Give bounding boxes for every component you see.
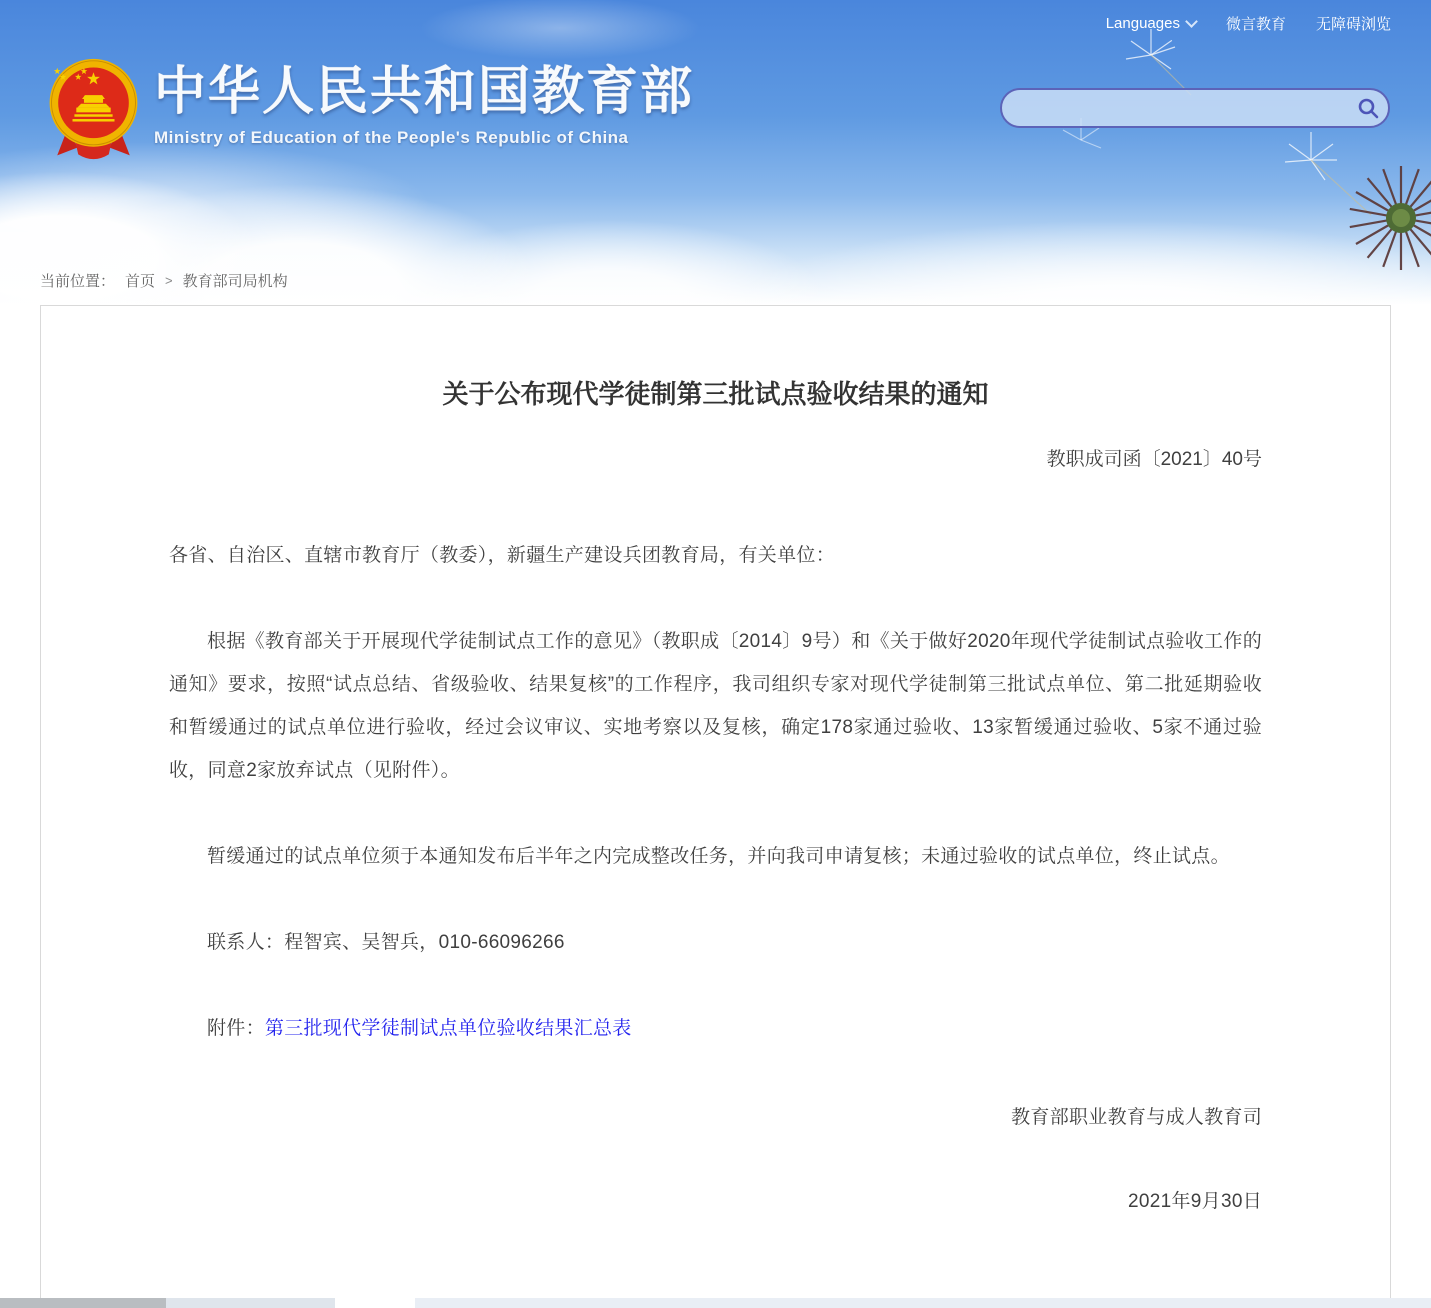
breadcrumb [40, 270, 288, 291]
attachment-link[interactable]: 第三批现代学徒制试点单位验收结果汇总表 [264, 1018, 632, 1039]
attachment-label: 附件： [207, 1018, 265, 1039]
scrollbar-track-segment [335, 1298, 415, 1308]
languages-label[interactable]: Languages [1105, 15, 1180, 32]
search-button[interactable] [1348, 90, 1388, 126]
breadcrumb-section-link[interactable]: 教育部司局机构 [182, 273, 288, 290]
body-paragraph: 暂缓通过的试点单位须于本通知发布后半年之内完成整改任务，并向我司申请复核；未通过验收的试点单位，终止试点。 [207, 846, 1230, 867]
doc-number: 教职成司函〔2021〕40号 [1046, 449, 1262, 470]
chevron-down-icon [1185, 15, 1198, 28]
brand-text [154, 57, 694, 148]
search-icon [1356, 96, 1380, 120]
breadcrumb-separator: > [165, 273, 173, 288]
site-title: 中华人民共和国教育部 [154, 63, 695, 121]
contact-line: 联系人：程智宾、吴智兵，010-66096266 [207, 932, 565, 953]
national-emblem-icon [45, 57, 142, 162]
body-paragraph: 根据《教育部关于开展现代学徒制试点工作的意见》（教职成〔2014〕9号）和《关于做好2020年现代学徒制试点验收工作的通知》要求，按照“试点总结、省级验收、结果复核”的工作程序，我司组织专家对现代学徒制第三批试点单位、第二批延期验收和暂缓通过的试点单位进行验收，经过会议审议、实地考察以及复核，确定178家通过验收、13家暂缓通过验收、5家不通过验收，同意2家放弃试点（见附件）。 [169, 631, 1262, 781]
topbar-nav [1106, 13, 1391, 34]
topbar-link-weiyan[interactable]: 微言教育 [1225, 16, 1286, 33]
attachment-line [169, 1007, 1262, 1050]
languages-dropdown[interactable] [1106, 15, 1196, 32]
dandelion-decoration [1001, 0, 1431, 300]
search-input[interactable] [1002, 90, 1348, 126]
signature-line: 教育部职业教育与成人教育司 [1011, 1107, 1262, 1128]
breadcrumb-home-link[interactable]: 首页 [125, 273, 156, 290]
salutation-paragraph: 各省、自治区、直辖市教育厅（教委），新疆生产建设兵团教育局，有关单位： [169, 545, 836, 566]
search-box [1000, 88, 1390, 128]
horizontal-scrollbar[interactable] [0, 1298, 1431, 1308]
site-logo-brand[interactable] [45, 57, 694, 162]
breadcrumb-label: 当前位置： [40, 273, 116, 290]
scrollbar-track-segment [166, 1298, 335, 1308]
site-subtitle: Ministry of Education of the People's Republic of China [154, 128, 629, 147]
date-line: 2021年9月30日 [1128, 1191, 1262, 1212]
notice-title: 关于公布现代学徒制第三批试点验收结果的通知 [442, 379, 989, 409]
notice-document-card [40, 305, 1391, 1308]
topbar-link-accessibility[interactable]: 无障碍浏览 [1315, 16, 1391, 33]
notice-body [169, 534, 1262, 1223]
scrollbar-thumb[interactable] [0, 1298, 166, 1308]
site-header [0, 0, 1431, 305]
